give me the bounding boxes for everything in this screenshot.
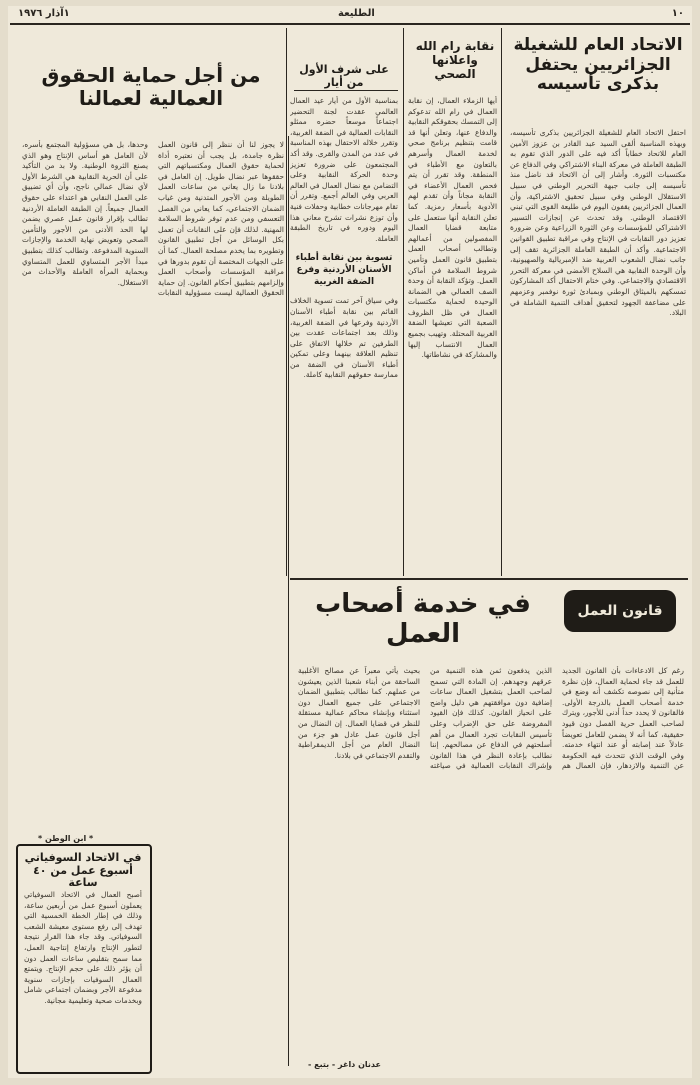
protect-rights-headline: من أجل حماية الحقوق العمالية لعمالنا (41, 63, 261, 110)
protect-rights-body: لا يجوز لنا أن ننظر إلى قانون العمل نظرة جامدة، بل يجب أن نعتبره أداة لحماية حقوق العمال ومكتسباتهم التي حققوها عبر نضال طويل. إن العامل في بلادنا ما زال يعاني من ساعات العمل الطويلة ومن الأجور المتدنية ومن غياب الضمان الاجتماعي، كما يعاني من الفصل التعسفي ومن عدم توفر شروط السلامة المهنية. لذلك فإن على النقابات أن تعمل بكل الوسائل من أجل تطبيق القانون وتطويره بما يخدم مصلحة العمال. كما أن على الجهات المختصة أن تقوم بدورها في مراقبة المؤسسات وأصحاب العمل وإلزامهم بتطبيق أحكام القانون. إن حماية الحقوق العمالية ليست مسؤولية النقابات وحدها، بل هي مسؤولية المجتمع بأسره، لأن العامل هو أساس الإنتاج وهو الذي يصنع الثروة الوطنية. ولا بد من التأكيد على أن الحرية النقابية هي الشرط الأول لأي نضال عمالي ناجح، وأن أي تضييق على العمل النقابي هو اعتداء على حقوق العمال جميعاً. إن الطبقة العاملة الأردنية تطالب بإقرار قانون عمل عصري يضمن لها الحد الأدنى من الأجور والتأمين الصحي وتعويض نهاية الخدمة والإجازات السنوية المدفوعة. وتطالب كذلك بتطبيق مبدأ الأجر المتساوي للعمل المتساوي وبحماية المرأة العاملة والأحداث من الاستغلال. (22, 140, 284, 298)
soviet-body: أصبح العمال في الاتحاد السوفياتي يعملون أسبوع عمل من أربعين ساعة، وذلك في إطار الخطة الخمسية التي تهدف إلى رفع مستوى معيشة الشعب السوفياتي. وقد جاء هذا القرار نتيجة لتطور الإنتاج وارتفاع إنتاجية العمل، مما سمح بتقليص ساعات العمل دون أن يؤثر ذلك على حجم الإنتاج. ويتمتع العمال السوفيات بإجازات سنوية مدفوعة الأجر وبضمان اجتماعي شامل وبخدمات صحية وتعليمية مجانية. (24, 890, 142, 1005)
labour-day-text: بمناسبة الأول من أيار عيد العمال العالمي عقدت لجنة التحضير اجتماعاً موسعاً حضره ممثلو النقابات العمالية في الضفة الغربية، وتقرر خلاله الاحتفال بهذه المناسبة في عدد من المدن والقرى. وقد أكد المجتمعون على ضرورة تعزيز وحدة الحركة النقابية وعلى التضامن مع نضال العمال في العالم العربي وفي العالم أجمع. وتقرر أن تقام مهرجانات خطابية وحفلات فنية وأن توزع نشرات تشرح معاني هذا اليوم ودوره في تاريخ الطبقة العاملة. (290, 96, 398, 243)
employers-body: رغم كل الادعاءات بأن القانون الجديد للعمل قد جاء لحماية العمال، فإن نظرة متأنية إلى نصوصه تكشف أنه وضع في خدمة أصحاب العمل بالدرجة الأولى. فالقانون لا يحدد حداً أدنى للأجور، ويترك لصاحب العمل حرية الفصل دون قيود حقيقية، كما أنه لا يضمن للعامل تعويضاً عادلاً عند إصابته أو عند انتهاء خدمته. وفي الوقت الذي تتحدث فيه الحكومة عن التنمية والازدهار، فإن العمال هم الذين يدفعون ثمن هذه التنمية من عرقهم وجهدهم. إن المادة التي تسمح لصاحب العمل بتشغيل العمال ساعات إضافية دون موافقتهم هي دليل واضح على انحياز القانون. كذلك فإن القيود المفروضة على حق الإضراب وعلى تأسيس النقابات تجرد العمال من أهم أسلحتهم في الدفاع عن مصالحهم. إننا نطالب بإعادة النظر في هذا القانون وإشراك النقابات العمالية في صياغته بحيث يأتي معبراً عن مصالح الأغلبية الساحقة من أبناء شعبنا الذين يعيشون من عملهم. كما نطالب بتطبيق الضمان الاجتماعي على جميع العمال دون استثناء وبإنشاء محاكم عمالية مستقلة للنظر في قضايا العمال. إن النضال من أجل قانون عمل عادل هو جزء من النضال العام من أجل الديمقراطية والتقدم الاجتماعي في بلادنا. (298, 666, 684, 771)
column-rule-1 (501, 28, 502, 576)
algeria-union-headline: الاتحاد العام للشغيلة الجزائريين يحتفل بذكرى تأسيسه (513, 35, 683, 95)
column-rule-3 (286, 28, 287, 576)
column-rule-2 (403, 28, 404, 576)
labour-day-headline: على شرف الأول من أيار (299, 63, 389, 89)
page-number: ١٠ (671, 8, 684, 19)
header-rule (10, 23, 690, 25)
section-name: الطليعة (338, 8, 375, 19)
column-rule-4 (288, 136, 289, 1066)
soviet-headline: في الاتحاد السوفياتي أسبوع عمل من ٤٠ ساعة (24, 851, 142, 890)
ramallah-union-headline: نقابة رام الله واعلانها الصحي (415, 39, 495, 81)
newspaper-page (8, 6, 692, 1078)
algeria-union-body: احتفل الاتحاد العام للشغيلة الجزائريين بذكرى تأسيسه، وبهذه المناسبة ألقى السيد عبد القادر بن عزوز الأمين العام للاتحاد خطاباً أكد فيه على الدور الذي تقوم به الطبقة العاملة في معركة البناء الاشتراكي وفي الدفاع عن مكتسبات الثورة. وأشار إلى أن الاتحاد قد ناضل منذ تأسيسه إلى جانب جبهة التحرير الوطني في سبيل الاستقلال الوطني وفي سبيل تحقيق الاشتراكية، وأن العمال الجزائريين يقفون اليوم في طليعة القوى التي تبني الاقتصاد الوطني. وقد تحدث عن إنجازات التسيير الاشتراكي للمؤسسات وعن الثورة الزراعية وعن ضرورة تعزيز دور النقابات في الإنتاج وفي مراقبة تطبيق القوانين الاجتماعية. وأكد أن الطبقة العاملة الجزائرية تقف إلى جانب نضال الشعوب العربية ضد الإمبريالية والصهيونية، وأن الوحدة النقابية هي السلاح الأمضى في معركة التحرر الاقتصادي والاجتماعي. وفي ختام الاحتفال أكد المشاركون تمسكهم بالميثاق الوطني وبمبادئ ثورة نوفمبر وعزمهم على مضاعفة الجهود لتحقيق أهداف التنمية الشاملة في البلاد. (510, 128, 686, 318)
dentists-text: وفي سياق آخر تمت تسوية الخلاف القائم بين نقابة أطباء الأسنان الأردنية وفرعها في الضفة الغربية، وذلك بعد اجتماعات عقدت بين الطرفين تم خلالها الاتفاق على تنظيم العلاقة بينهما وعلى تمكين أطباء الأسنان في الضفة من ممارسة حقوقهم النقابية كاملة. (290, 296, 398, 380)
ramallah-union-body: أيها الزملاء العمال، إن نقابة العمال في رام الله تدعوكم إلى التمسك بحقوقكم النقابية والدفاع عنها، وتعلن أنها قد قامت بتنظيم برنامج صحي لخدمة العمال وأسرهم بالتعاون مع الأطباء في المنطقة. وقد تقرر أن يتم فحص العمال الأعضاء في النقابة مجاناً وأن تقدم لهم الأدوية بأسعار رمزية. كما تعلن النقابة أنها ستعمل على متابعة قضايا العمال المفصولين من أعمالهم وتطالب أصحاب العمل بتطبيق قانون العمل وتأمين شروط السلامة في أماكن العمل. وتؤكد النقابة أن وحدة الصف العمالي هي الضمانة الوحيدة لحماية مكتسبات العمال في ظل الظروف الصعبة التي تعيشها الضفة الغربية المحتلة. وتهيب بجميع العمال الانتساب إليها والمشاركة في نشاطاتها. (408, 96, 497, 360)
section-divider (290, 578, 688, 580)
labour-law-badge: قانون العمل (564, 590, 676, 632)
employers-signature: عدنان داغر - بتبع - (308, 1060, 381, 1069)
labour-day-underline (294, 90, 398, 91)
protect-rights-signature: * ابن الوطن * (38, 834, 94, 843)
dentists-subheadline: تسوية بين نقابة أطباء الأسنان الأردنية وفرع الضفة الغربية (295, 253, 393, 288)
issue-date: ١آذار ١٩٧٦ (18, 8, 70, 19)
labour-day-body (290, 96, 398, 576)
employers-headline: في خدمة أصحاب العمل (315, 589, 531, 649)
